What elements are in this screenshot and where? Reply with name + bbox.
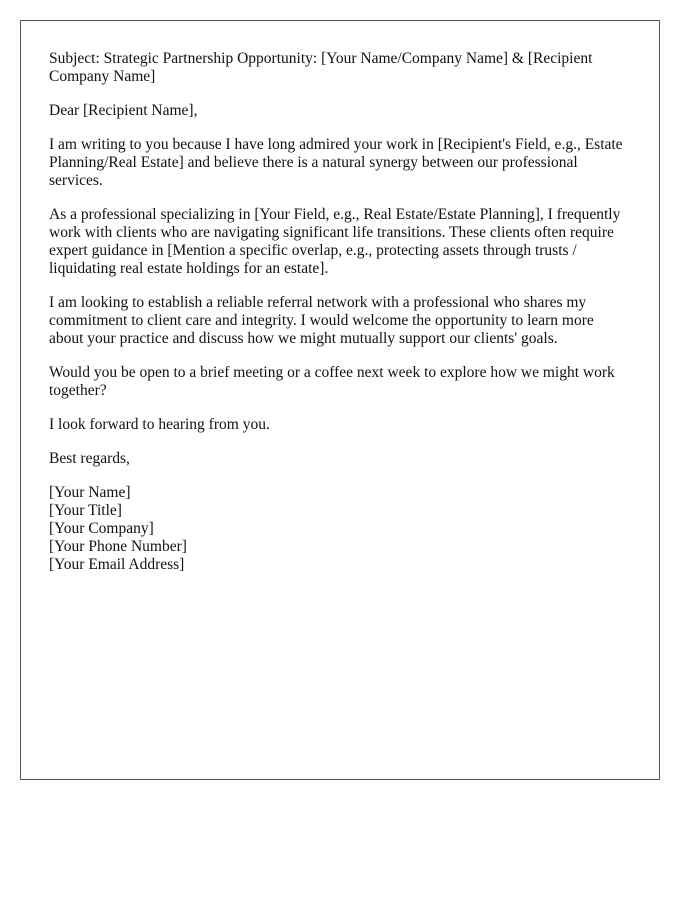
- signature-title: [Your Title]: [49, 502, 122, 519]
- signature-block: [49, 484, 631, 574]
- signature-email: [Your Email Address]: [49, 556, 185, 573]
- letter-paragraph-3: I am looking to establish a reliable referral network with a professional who shares my commitment to client care and integrity. I would welcome the opportunity to learn more about your practice and discuss how we might mutually support our clients' goals.: [49, 294, 594, 347]
- letter-paragraph-5: I look forward to hearing from you.: [49, 416, 270, 433]
- signature-company: [Your Company]: [49, 520, 154, 537]
- letter-paragraph-1: I am writing to you because I have long admired your work in [Recipient's Field, e.g., Estate Planning/Real Estate] and believe there is a natural synergy between our professional services.: [49, 136, 623, 189]
- letter-salutation: Dear [Recipient Name],: [49, 102, 198, 119]
- letter-paragraph-2: As a professional specializing in [Your Field, e.g., Real Estate/Estate Planning], I frequently work with clients who are navigating significant life transitions. These clients often require expert guidance in [Mention a specific overlap, e.g., protecting assets through trusts / liquidating real estate holdings for an estate].: [49, 206, 621, 277]
- letter-subject: Subject: Strategic Partnership Opportunity: [Your Name/Company Name] & [Recipient Company Name]: [49, 50, 593, 85]
- letter-paragraph-4: Would you be open to a brief meeting or a coffee next week to explore how we might work together?: [49, 364, 615, 399]
- signature-name: [Your Name]: [49, 484, 131, 501]
- signature-phone: [Your Phone Number]: [49, 538, 187, 555]
- letter-closing: Best regards,: [49, 450, 130, 467]
- letter-document: [20, 20, 660, 780]
